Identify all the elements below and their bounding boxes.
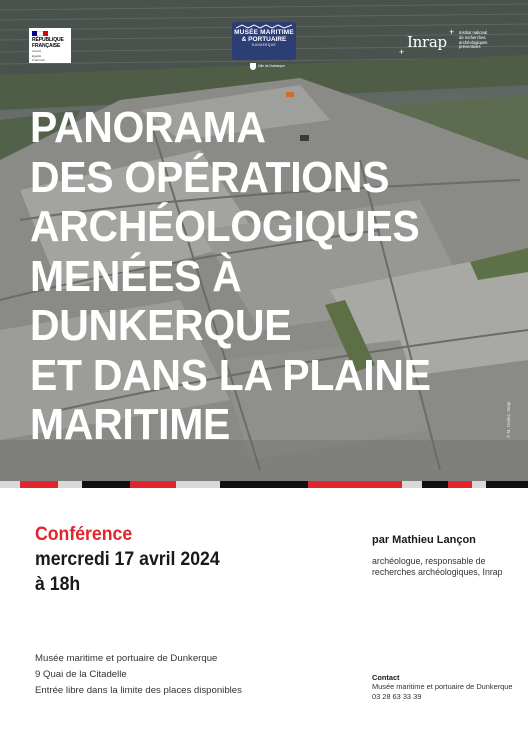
contact-info (372, 682, 513, 701)
title-line: ARCHÉOLOGIQUES (30, 202, 420, 251)
title-line: DUNKERQUE (30, 301, 292, 350)
cross-icon: + (399, 47, 405, 57)
cross-icon: + (449, 27, 455, 37)
event-date: mercredi 17 avril 2024 (35, 549, 220, 570)
photo-credit: © M. Duriez, Inrap (506, 401, 511, 438)
poster-title (30, 103, 476, 450)
title-line: PANORAMA (30, 103, 266, 152)
republique-francaise-logo (29, 28, 71, 63)
wave-icon (236, 24, 292, 29)
musee-maritime-logo (232, 22, 296, 60)
inrap-sub3: archéologiques (459, 39, 488, 45)
inrap-word: Inrap (407, 33, 447, 51)
inrap-sub4: préventives (459, 44, 481, 50)
title-line: MENÉES À (30, 251, 242, 301)
musee-line2: & PORTUAIRE (241, 36, 287, 43)
inrap-subtitle (459, 31, 509, 50)
inrap-sub2: de recherches (459, 34, 486, 40)
venue-address: 9 Quai de la Citadelle (35, 669, 127, 680)
rf-motto1: Liberté (32, 49, 42, 53)
inrap-sub1: Institut national (459, 30, 488, 35)
rf-line2: FRANÇAISE (32, 42, 61, 49)
venue-info (35, 651, 242, 699)
inrap-logo (399, 28, 509, 58)
ville-label: Ville de Dunkerque (258, 64, 285, 68)
musee-line1: MUSÉE MARITIME (234, 29, 294, 36)
title-line: MARITIME (30, 400, 231, 449)
title-line: DES OPÉRATIONS (30, 152, 390, 202)
rf-line1: RÉPUBLIQUE (32, 37, 64, 43)
venue-access: Entrée libre dans la limite des places disponibles (35, 685, 242, 696)
speaker-role (372, 556, 512, 578)
decorative-stripe (0, 481, 528, 488)
speaker-role-line2: recherches archéologiques, Inrap (372, 567, 503, 577)
rf-motto2: Égalité (32, 53, 42, 58)
event-time: à 18h (35, 574, 81, 595)
event-type: Conférence (35, 524, 133, 545)
contact-phone: 03 28 63 33 39 (372, 691, 422, 701)
venue-name: Musée maritime et portuaire de Dunkerque (35, 653, 218, 664)
speaker-role-line1: archéologue, responsable de (372, 556, 486, 566)
contact-org: Musée maritime et portuaire de Dunkerque (372, 682, 513, 691)
speaker-name: par Mathieu Lançon (372, 534, 476, 546)
shield-icon (250, 63, 256, 70)
contact-title: Contact (372, 673, 400, 682)
rf-motto3: Fraternité (32, 58, 45, 62)
french-flag-icon (32, 31, 48, 36)
title-line: ET DANS LA PLAINE (30, 350, 431, 400)
musee-line3: DUNKERQUE (252, 43, 276, 47)
ville-dunkerque-logo (250, 62, 285, 70)
